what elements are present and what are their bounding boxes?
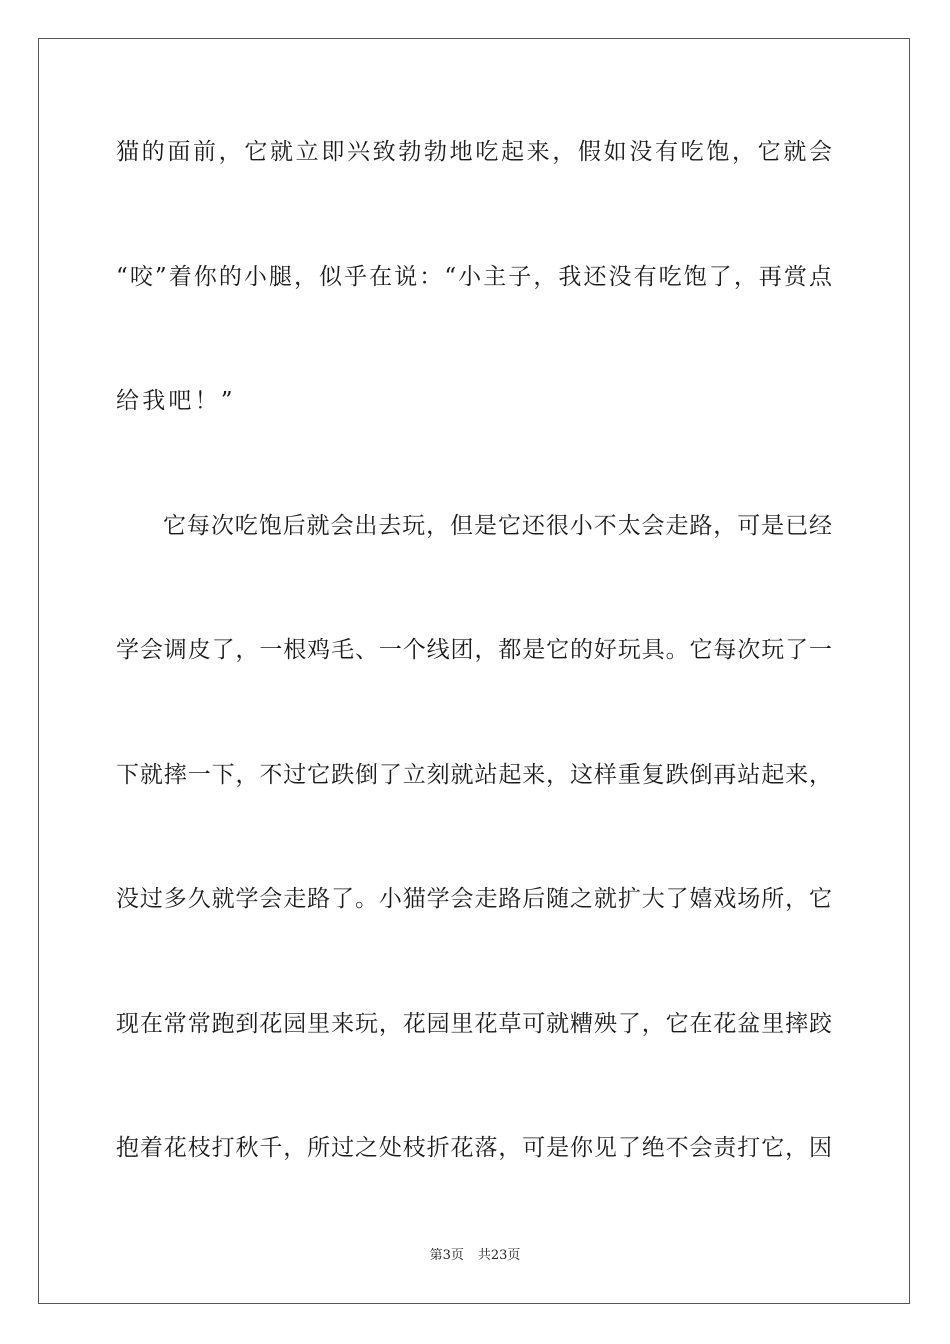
page-total: 共23页	[477, 1248, 521, 1263]
text-line-6: 下就摔一下，不过它跌倒了立刻就站起来，这样重复跌倒再站起来，	[116, 762, 832, 788]
page-border	[38, 38, 910, 1304]
page-footer	[0, 1247, 950, 1265]
text-line-2: “咬”着你的小腿，似乎在说：“小主子，我还没有吃饱了，再赏点	[116, 264, 832, 290]
text-line-1: 猫的面前，它就立即兴致勃勃地吃起来，假如没有吃饱，它就会	[116, 139, 832, 165]
text-line-9: 抱着花枝打秋千，所过之处枝折花落，可是你见了绝不会责打它，因	[116, 1135, 832, 1161]
page-number: 第3页	[429, 1248, 464, 1263]
text-line-4: 它每次吃饱后就会出去玩，但是它还很小不太会走路，可是已经	[163, 513, 832, 539]
text-line-3: 给我吧！”	[116, 388, 236, 414]
text-line-8: 现在常常跑到花园里来玩，花园里花草可就糟殃了，它在花盆里摔跤	[116, 1011, 832, 1037]
text-line-7: 没过多久就学会走路了。小猫学会走路后随之就扩大了嬉戏场所，它	[116, 886, 832, 912]
text-line-5: 学会调皮了，一根鸡毛、一个线团，都是它的好玩具。它每次玩了一	[116, 637, 832, 663]
